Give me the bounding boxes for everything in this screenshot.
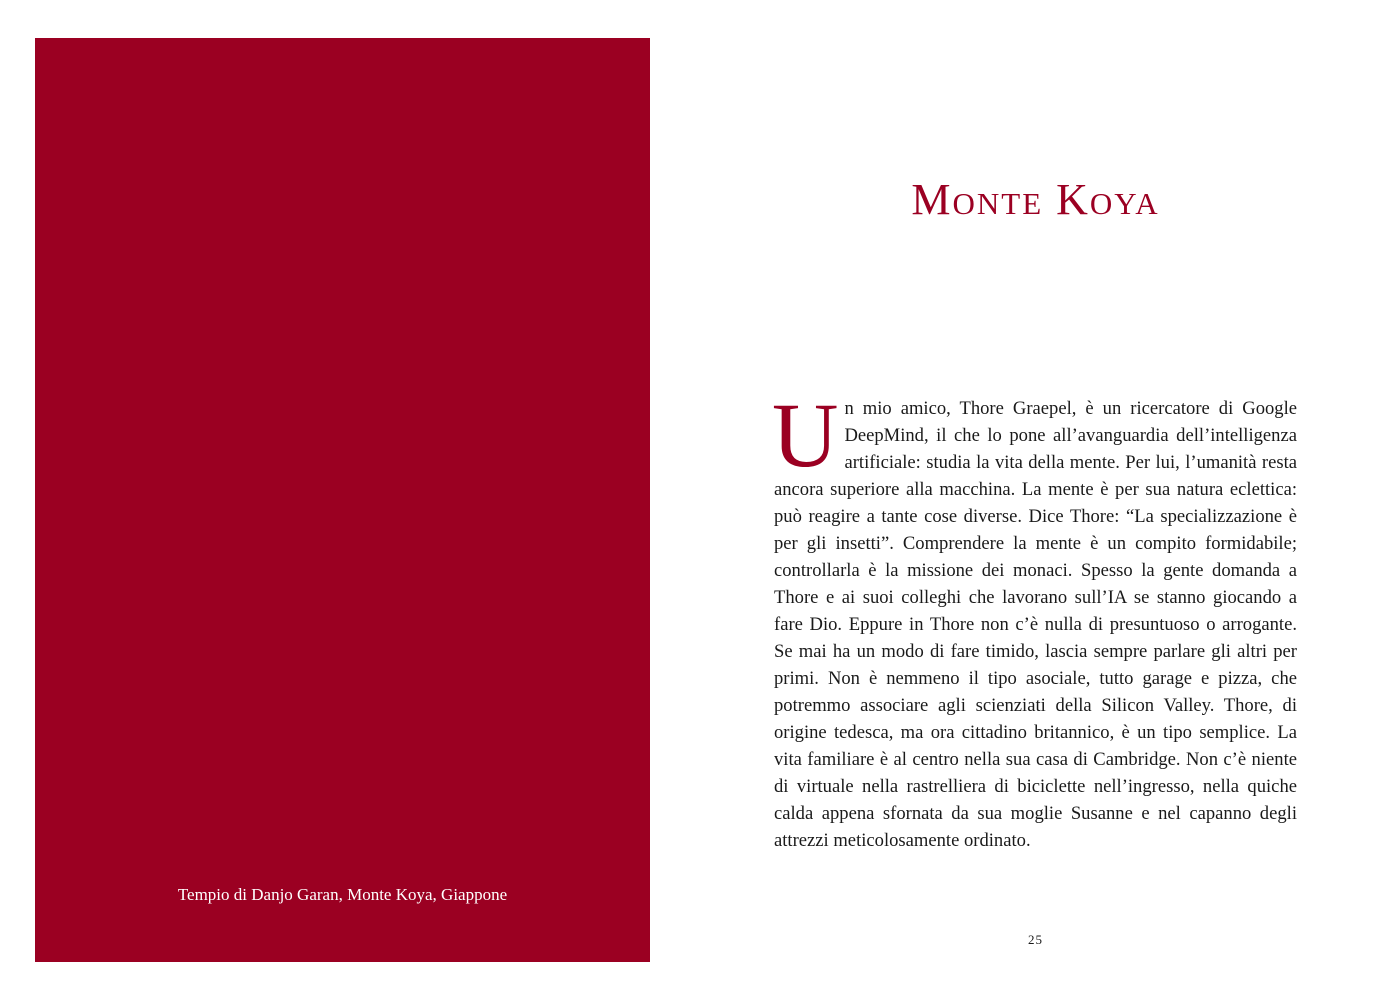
drop-cap: U — [772, 384, 839, 486]
chapter-title: Monte Koya — [911, 175, 1160, 224]
body-text: n mio amico, Thore Graepel, è un ricercatore di Google DeepMind, il che lo pone all’avanguardia dell’intelligenza artificiale: studia la vita della mente. Per lui, l’umanità resta ancora superiore alla macchina. La mente è per sua natura eclettica: può reagire a tante cose diverse. Dice Thore: “La specializzazione è per gli insetti”. Comprendere la mente è un compito formidabile; controllarla è la missione dei monaci. Spesso la gente domanda a Thore e ai suoi colleghi che lavorano sull’IA se stanno giocando a fare Dio. Eppure in Thore non c’è nulla di presuntuoso o arrogante. Se mai ha un modo di fare timido, lascia sempre parlare gli altri per primi. Non è nemmeno il tipo asociale, tutto garage e pizza, che potremmo associare agli scienziati della Silicon Valley. Thore, di origine tedesca, ma ora cittadino britannico, è un tipo semplice. La vita familiare è al centro nella sua casa di Cambridge. Non c’è niente di virtuale nella rastrelliera di biciclette nell’ingresso, nella quiche calda appena sfornata da sua moglie Susanne e nel capanno degli attrezzi meticolosamente ordinato. — [774, 398, 1297, 851]
photo-caption: Tempio di Danjo Garan, Monte Koya, Giappone — [177, 885, 508, 904]
text-page — [650, 0, 1381, 1000]
page-number: 25 — [1028, 932, 1043, 947]
body-paragraph — [772, 384, 1297, 854]
photo-panel — [35, 38, 650, 962]
